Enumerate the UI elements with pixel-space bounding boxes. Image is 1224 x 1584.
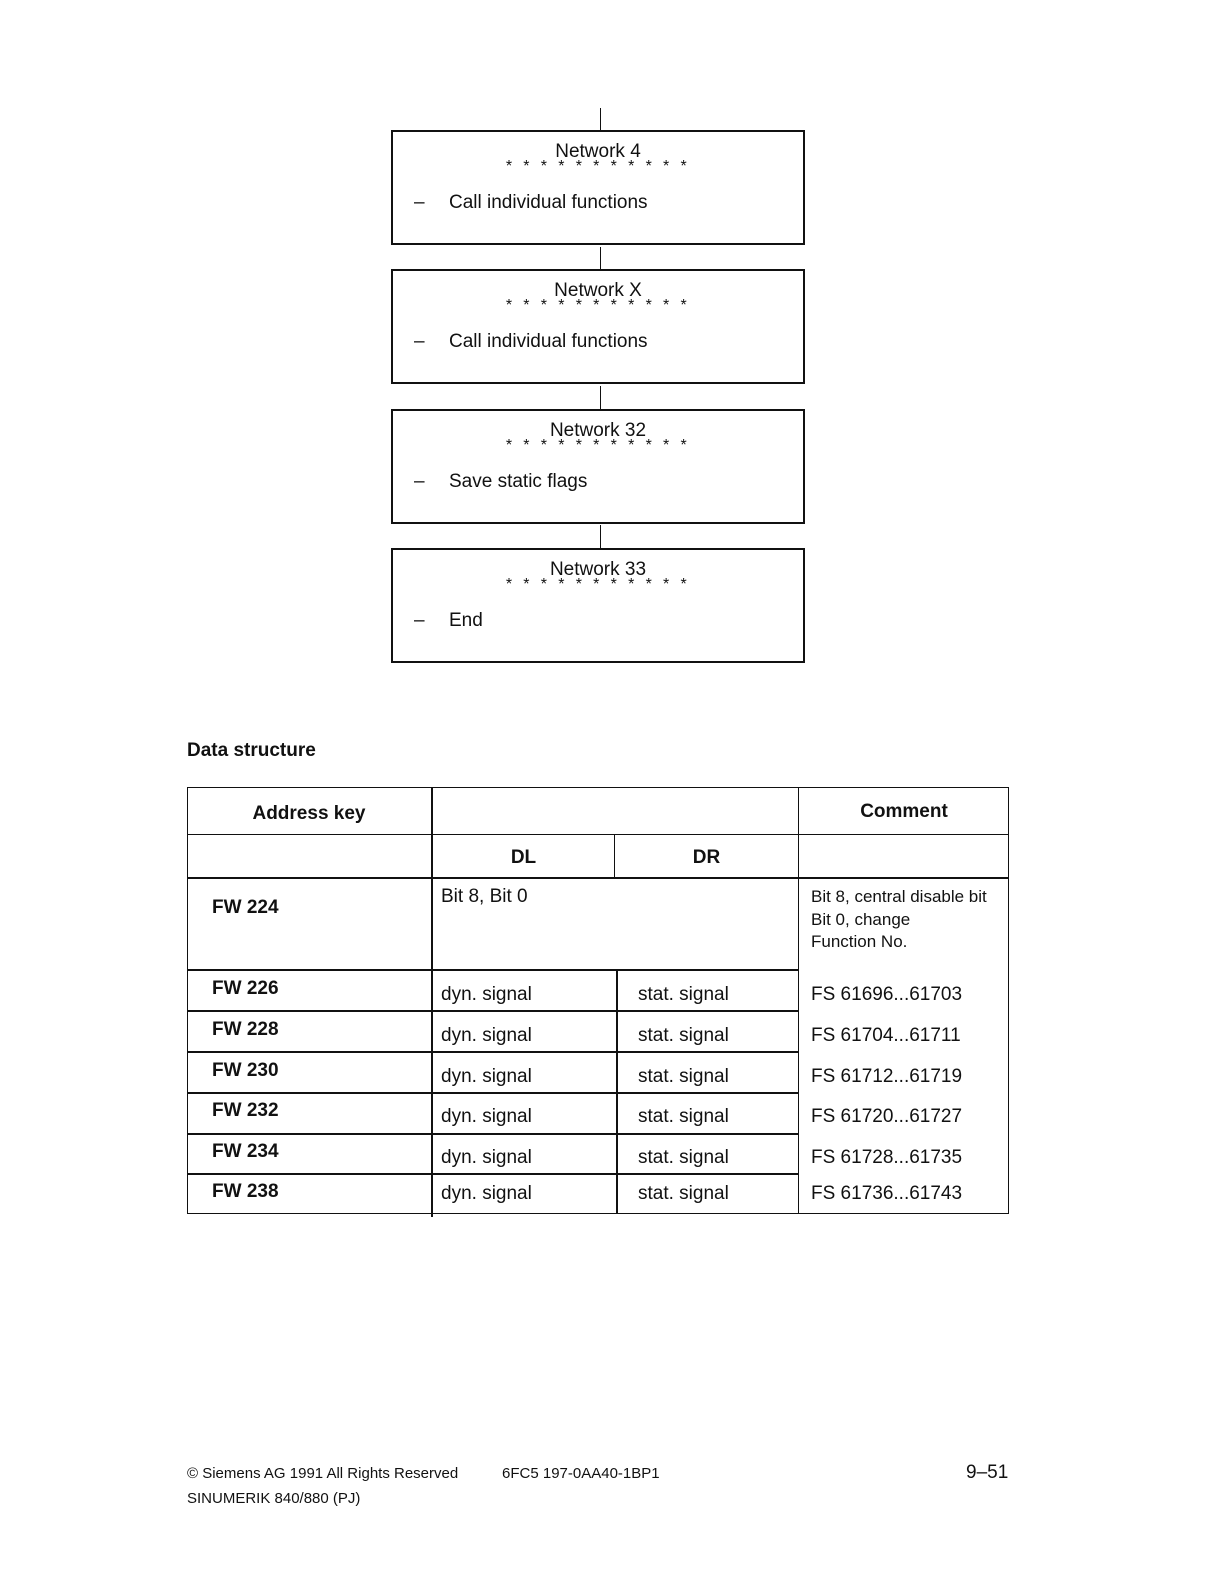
address-cell: FW 230 — [212, 1060, 279, 1081]
network-box — [391, 409, 805, 524]
dr-cell: stat. signal — [638, 1183, 729, 1204]
header-dl: DL — [510, 847, 537, 868]
dr-cell: stat. signal — [638, 984, 729, 1005]
table-rule — [1008, 787, 1009, 1214]
network-title: Network 33 — [549, 559, 647, 580]
comment-cell: FS 61728...61735 — [811, 1147, 963, 1168]
network-dash: – — [414, 192, 425, 213]
header-dr: DR — [692, 847, 721, 868]
network-stars: * * * * * * * * * * * — [505, 576, 691, 593]
dl-cell: dyn. signal — [441, 1066, 532, 1087]
network-item: End — [449, 610, 483, 631]
dr-cell: stat. signal — [638, 1147, 729, 1168]
flow-connector — [600, 108, 601, 132]
page-number: 9–51 — [966, 1462, 1009, 1483]
flow-connector — [600, 525, 601, 549]
table-rule — [187, 834, 1009, 835]
table-rule — [187, 1173, 798, 1175]
header-comment: Comment — [860, 801, 948, 822]
dl-cell: dyn. signal — [441, 1025, 532, 1046]
network-title: Network X — [554, 280, 642, 301]
table-rule — [187, 969, 798, 971]
address-cell: FW 224 — [212, 897, 279, 918]
network-stars: * * * * * * * * * * * — [505, 158, 691, 175]
dr-cell: stat. signal — [638, 1106, 729, 1127]
footer-product: SINUMERIK 840/880 (PJ) — [187, 1490, 361, 1507]
dl-cell: dyn. signal — [441, 1147, 532, 1168]
comment-cell: FS 61696...61703 — [811, 984, 963, 1005]
network-item: Call individual functions — [449, 331, 648, 352]
address-cell: FW 226 — [212, 978, 279, 999]
comment-cell: FS 61712...61719 — [811, 1066, 963, 1087]
table-rule — [187, 1092, 798, 1094]
value-cell: Bit 8, Bit 0 — [441, 886, 528, 907]
network-item: Call individual functions — [449, 192, 648, 213]
network-stars: * * * * * * * * * * * — [505, 437, 691, 454]
comment-cell: FS 61720...61727 — [811, 1106, 963, 1127]
flow-connector — [600, 247, 601, 270]
network-dash: – — [414, 471, 425, 492]
network-stars: * * * * * * * * * * * — [505, 297, 691, 314]
dl-cell: dyn. signal — [441, 1183, 532, 1204]
network-dash: – — [414, 331, 425, 352]
address-cell: FW 228 — [212, 1019, 279, 1040]
network-box — [391, 130, 805, 245]
table-rule — [187, 787, 1009, 788]
table-rule — [187, 877, 1009, 879]
network-item: Save static flags — [449, 471, 588, 492]
data-structure-table — [187, 787, 1009, 1215]
section-heading: Data structure — [187, 740, 316, 761]
network-dash: – — [414, 610, 425, 631]
network-title: Network 32 — [549, 420, 647, 441]
table-rule — [616, 969, 618, 1214]
address-cell: FW 234 — [212, 1141, 279, 1162]
dl-cell: dyn. signal — [441, 984, 532, 1005]
comment-cell: FS 61736...61743 — [811, 1183, 963, 1204]
address-cell: FW 232 — [212, 1100, 279, 1121]
table-rule — [798, 787, 799, 1214]
header-address-key: Address key — [252, 803, 366, 824]
comment-cell — [811, 886, 987, 954]
flow-connector — [600, 386, 601, 410]
footer-copyright: © Siemens AG 1991 All Rights Reserved — [187, 1465, 459, 1482]
comment-line: Function No. — [811, 932, 908, 951]
address-cell: FW 238 — [212, 1181, 279, 1202]
comment-line: Bit 8, central disable bit — [811, 887, 987, 906]
table-rule — [187, 1133, 798, 1135]
table-rule — [187, 1051, 798, 1053]
table-rule — [187, 1213, 1009, 1214]
dr-cell: stat. signal — [638, 1066, 729, 1087]
dl-cell: dyn. signal — [441, 1106, 532, 1127]
comment-cell: FS 61704...61711 — [811, 1025, 961, 1046]
comment-line: Bit 0, change — [811, 909, 911, 929]
dr-cell: stat. signal — [638, 1025, 729, 1046]
table-rule — [187, 1010, 798, 1012]
network-box — [391, 548, 805, 663]
footer-order-number: 6FC5 197-0AA40-1BP1 — [502, 1465, 660, 1482]
network-title: Network 4 — [555, 141, 641, 162]
table-rule — [187, 787, 188, 1214]
network-box — [391, 269, 805, 384]
